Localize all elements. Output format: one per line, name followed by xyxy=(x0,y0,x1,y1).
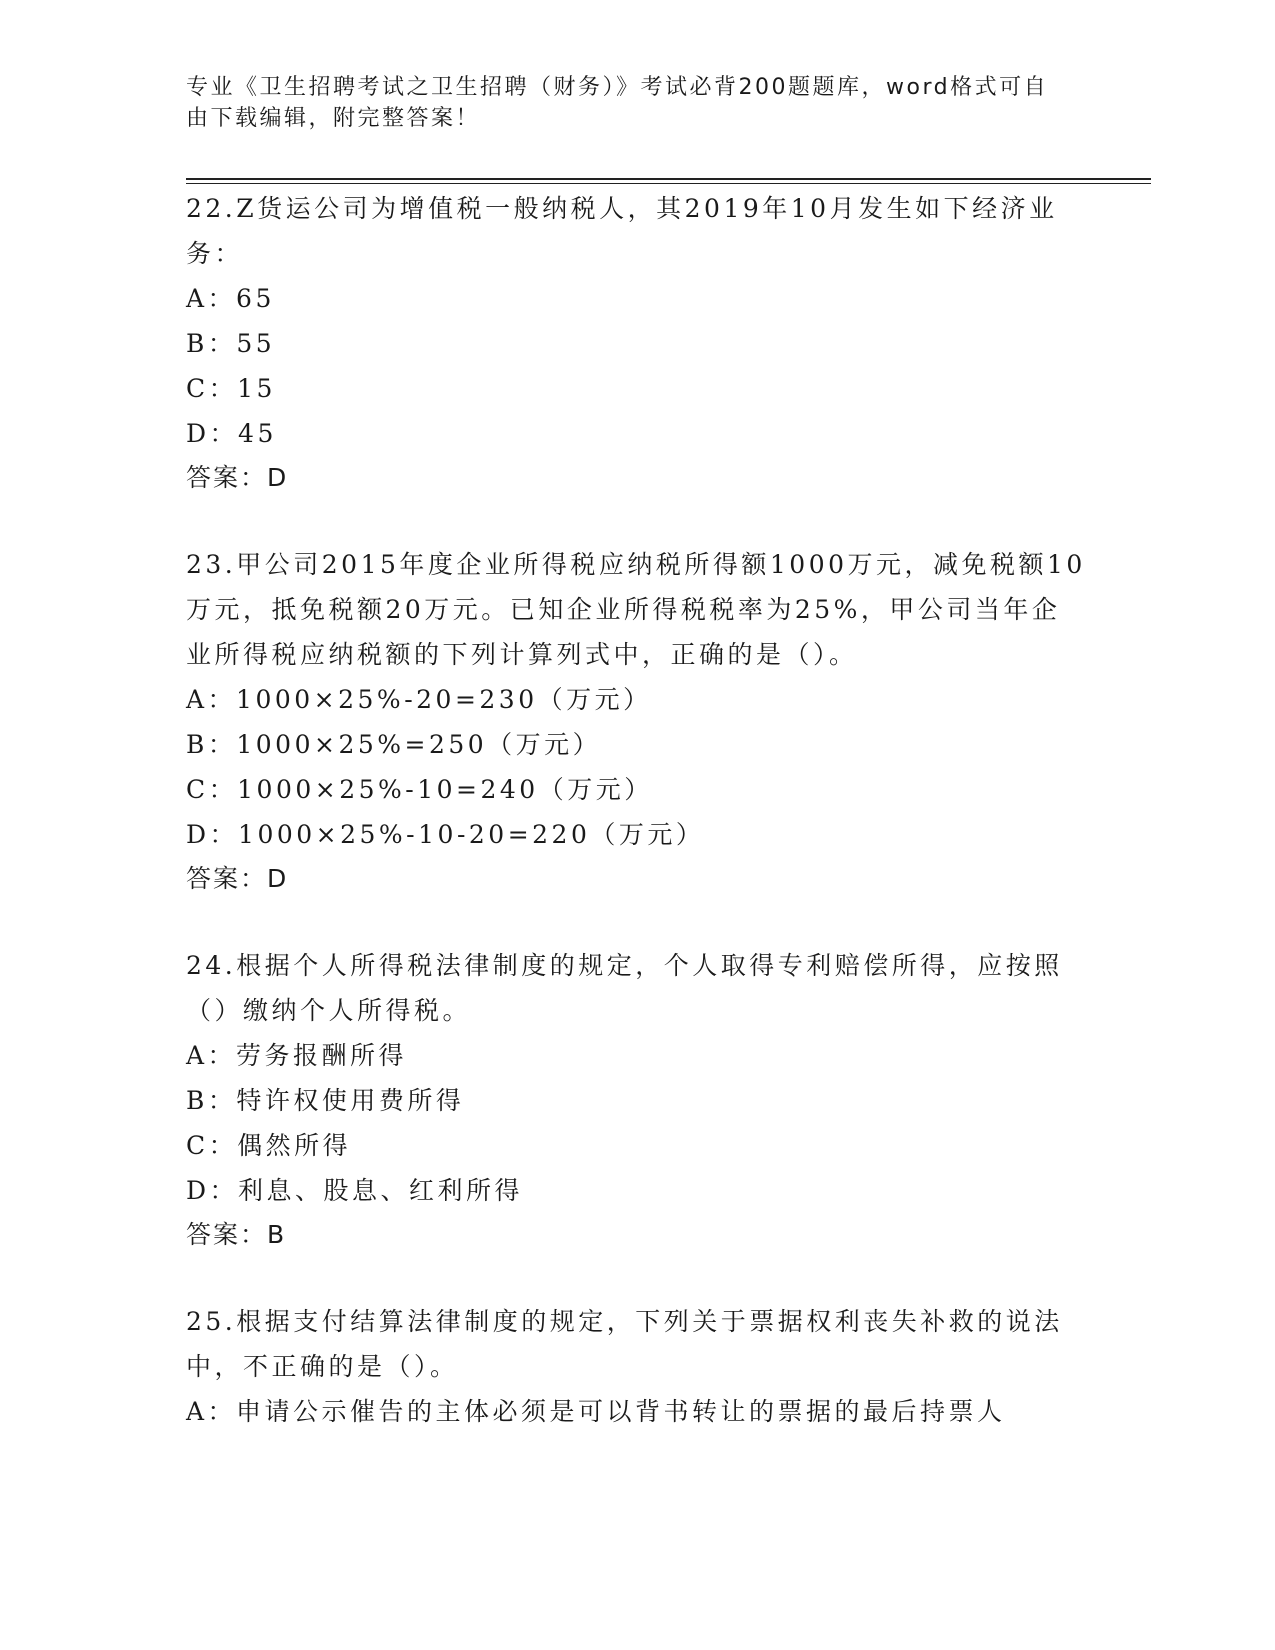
question-stem: 22.Z货运公司为增值税一般纳税人，其2019年10月发生如下经济业务： xyxy=(186,194,1058,268)
question-stem: 24.根据个人所得税法律制度的规定，个人取得专利赔偿所得，应按照（）缴纳个人所得税。 xyxy=(186,951,1063,1025)
option-b: B：55 xyxy=(186,329,276,358)
option-d: D：1000×25%-10-20=220（万元） xyxy=(186,820,705,849)
option-a: A：劳务报酬所得 xyxy=(186,1041,408,1070)
option-a: A：申请公示催告的主体必须是可以背书转让的票据的最后持票人 xyxy=(186,1397,1006,1426)
answer-label: 答案：D xyxy=(186,864,289,893)
option-a: A：65 xyxy=(186,284,275,313)
question-25 xyxy=(186,1299,1086,1434)
option-d: D：利息、股息、红利所得 xyxy=(186,1176,524,1205)
question-stem: 23.甲公司2015年度企业所得税应纳税所得额1000万元，减免税额10万元，抵免税额20万元。已知企业所得税税率为25%，甲公司当年企业所得税应纳税额的下列计算列式中，正确的是（）。 xyxy=(186,550,1086,669)
option-c: C：偶然所得 xyxy=(186,1131,352,1160)
header-rule-thick xyxy=(186,178,1151,180)
question-23 xyxy=(186,542,1086,901)
question-22 xyxy=(186,186,1086,500)
answer-label: 答案：B xyxy=(186,1220,287,1249)
option-a: A：1000×25%-20=230（万元） xyxy=(186,685,652,714)
option-c: C：15 xyxy=(186,374,276,403)
option-b: B：1000×25%=250（万元） xyxy=(186,730,602,759)
option-c: C：1000×25%-10=240（万元） xyxy=(186,775,653,804)
option-d: D：45 xyxy=(186,419,277,448)
question-24 xyxy=(186,943,1086,1257)
header-rule-thin xyxy=(186,183,1151,184)
question-stem: 25.根据支付结算法律制度的规定，下列关于票据权利丧失补救的说法中，不正确的是（）。 xyxy=(186,1307,1063,1381)
question-list xyxy=(186,186,1086,1476)
answer-label: 答案：D xyxy=(186,463,289,492)
option-b: B：特许权使用费所得 xyxy=(186,1086,465,1115)
document-header: 专业《卫生招聘考试之卫生招聘（财务）》考试必背200题题库，word格式可自由下载编辑，附完整答案！ xyxy=(186,75,1049,131)
